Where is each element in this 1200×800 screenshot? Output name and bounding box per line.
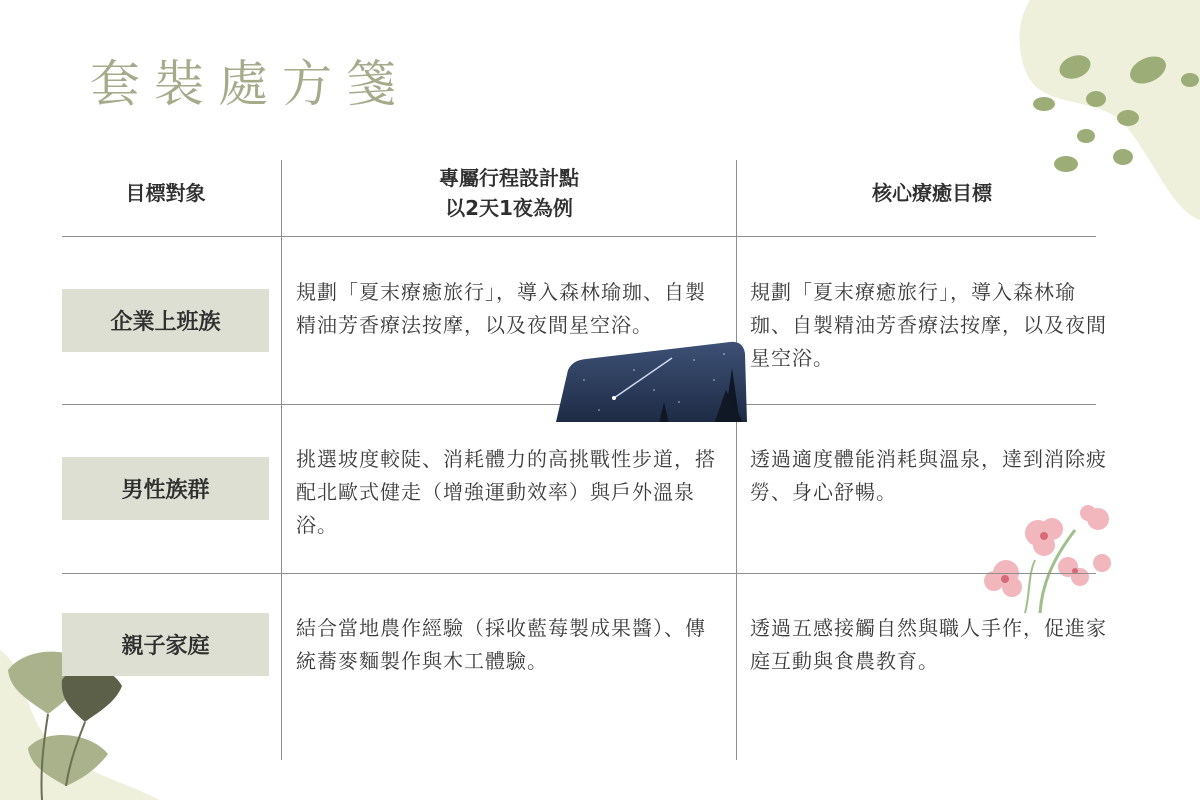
row-label-target: 親子家庭 — [62, 613, 269, 676]
header-goal — [737, 178, 1127, 208]
row-divider — [62, 236, 1096, 237]
row-divider — [62, 573, 1096, 574]
pink-blossom-illustration — [980, 505, 1120, 615]
header-line: 目標對象 — [125, 181, 206, 205]
cell-design: 挑選坡度較陡、消耗體力的高挑戰性步道，搭配北歐式健走（增強運動效率）與戶外溫泉浴。 — [296, 447, 716, 537]
cell-design: 規劃「夏末療癒旅行」，導入森林瑜珈、自製精油芳香療法按摩，以及夜間星空浴。 — [296, 280, 706, 337]
row-label-target: 男性族群 — [62, 457, 269, 520]
header-target — [62, 178, 269, 208]
cell-goal: 透過適度體能消耗與溫泉，達到消除疲勞、身心舒暢。 — [750, 447, 1107, 504]
cell-design: 結合當地農作經驗（採收藍莓製成果醬）、傳統蕎麥麵製作與木工體驗。 — [296, 616, 706, 673]
starry-night-photo — [554, 340, 748, 424]
header-design — [282, 163, 736, 223]
header-line: 專屬行程設計點 — [439, 166, 579, 190]
column-divider — [281, 160, 282, 760]
page-title: 套裝處方箋 — [90, 55, 410, 113]
cell-goal: 規劃「夏末療癒旅行」，導入森林瑜珈、自製精油芳香療法按摩，以及夜間星空浴。 — [750, 280, 1107, 370]
header-line: 以2天1夜為例 — [445, 196, 573, 220]
row-label-target: 企業上班族 — [62, 289, 269, 352]
cell-goal: 透過五感接觸自然與職人手作，促進家庭互動與食農教育。 — [750, 616, 1107, 673]
column-divider — [736, 160, 737, 760]
header-line: 核心療癒目標 — [872, 181, 992, 205]
